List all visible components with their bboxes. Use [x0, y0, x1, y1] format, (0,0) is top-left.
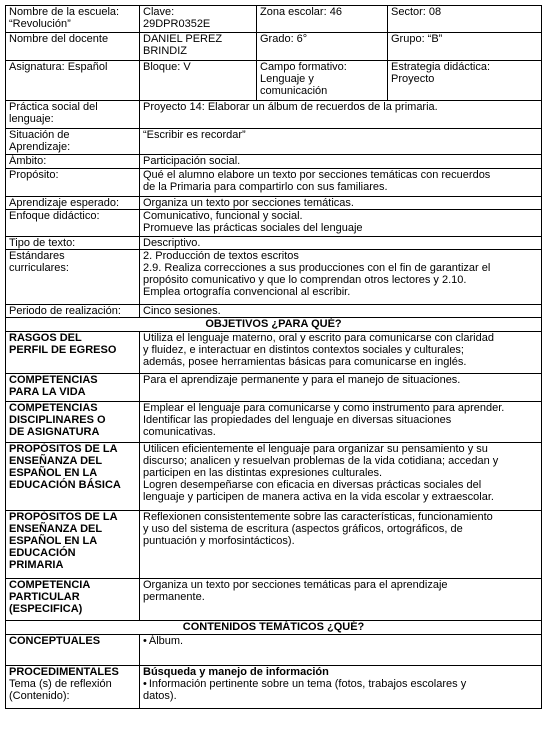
basica-value-2: discurso; analicen y resuelvan problemas de la vida cotidiana; accedan y: [143, 455, 499, 467]
campo-label-2: Lenguaje y: [260, 73, 314, 85]
conceptuales-bullet: • Álbum.: [143, 635, 183, 647]
situacion-label: [6, 129, 140, 155]
disc-label: [6, 402, 140, 443]
disc-label-2: DISCIPLINARES O: [9, 414, 106, 426]
row-rasgos: [6, 332, 542, 374]
clave-label: Clave:: [143, 6, 175, 18]
conceptuales-value: [140, 635, 542, 666]
aprendizaje-label: Aprendizaje esperado:: [6, 197, 140, 210]
docente-cell: [140, 33, 257, 61]
grupo-cell: Grupo: “B”: [388, 33, 542, 61]
estrategia-cell: [388, 61, 542, 101]
rasgos-value-2: y fluidez, e interactuar en distintos contextos sociales y culturales;: [143, 344, 464, 356]
estandares-value: [140, 250, 542, 305]
row-conceptuales: [6, 635, 542, 666]
header-row-docente: [6, 33, 542, 61]
particular-label-1: COMPETENCIA: [9, 579, 91, 591]
basica-label-3: ESPAÑOL EN LA: [9, 467, 98, 479]
proc-value: [140, 666, 542, 709]
particular-value: [140, 579, 542, 621]
basica-value-4: Logren desempeñarse con eficacia en diversas prácticas sociales del: [143, 479, 482, 491]
primaria-value: [140, 511, 542, 579]
row-competencias-vida: [6, 374, 542, 402]
grado-cell: Grado: 6°: [257, 33, 388, 61]
practica-label-2: lenguaje:: [9, 113, 54, 125]
header-row-school: [6, 6, 542, 33]
primaria-label-1: PROPÓSITOS DE LA: [9, 511, 118, 523]
docente-name-2: BRINDIZ: [143, 45, 187, 57]
row-enfoque: [6, 210, 542, 237]
primaria-label: [6, 511, 140, 579]
enfoque-value-1: Comunicativo, funcional y social.: [143, 210, 303, 222]
proc-label-3: (Contenido):: [9, 690, 70, 702]
row-competencia-particular: [6, 579, 542, 621]
primaria-value-2: y uso del sistema de escritura (aspectos gráficos, ortográficos, de: [143, 523, 463, 535]
row-procedimentales: [6, 666, 542, 709]
basica-label-4: EDUCACIÓN BÁSICA: [9, 479, 121, 491]
bloque-cell: Bloque: V: [140, 61, 257, 101]
proposito-value: [140, 169, 542, 197]
primaria-label-3: ESPAÑOL EN LA: [9, 535, 98, 547]
row-aprendizaje: [6, 197, 542, 210]
sector-cell: Sector: 08: [388, 6, 542, 33]
proc-label-1: PROCEDIMENTALES: [9, 666, 119, 678]
situacion-label-2: Aprendizaje:: [9, 141, 71, 153]
particular-value-1: Organiza un texto por secciones temáticas para el aprendizaje: [143, 579, 448, 591]
vida-label-1: COMPETENCIAS: [9, 374, 98, 386]
clave-value: 29DPR0352E: [143, 18, 211, 30]
row-periodo: [6, 305, 542, 318]
basica-label-2: ENSEÑANZA DEL: [9, 455, 103, 467]
vida-label-2: PARA LA VIDA: [9, 386, 86, 398]
particular-label-3: (ESPECIFICA): [9, 603, 83, 615]
primaria-label-4: EDUCACIÓN: [9, 547, 76, 559]
primaria-label-2: ENSEÑANZA DEL: [9, 523, 103, 535]
particular-value-2: permanente.: [143, 591, 205, 603]
conceptuales-label: CONCEPTUALES: [6, 635, 140, 666]
clave-cell: [140, 6, 257, 33]
row-contenidos-heading: [6, 621, 542, 635]
vida-label: [6, 374, 140, 402]
periodo-value: Cinco sesiones.: [140, 305, 542, 318]
particular-label-2: PARTICULAR: [9, 591, 80, 603]
proc-value-1: Búsqueda y manejo de información: [143, 666, 329, 678]
contenidos-heading: CONTENIDOS TEMÁTICOS ¿QUÉ?: [6, 621, 542, 635]
disc-value-1: Emplear el lenguaje para comunicarse y como instrumento para aprender.: [143, 402, 505, 414]
rasgos-label-1: RASGOS DEL: [9, 332, 82, 344]
school-cell: [6, 6, 140, 33]
row-propositos-basica: [6, 443, 542, 511]
objetivos-heading: OBJETIVOS ¿PARA QUÉ?: [6, 318, 542, 332]
row-ambito: [6, 155, 542, 169]
practica-label-1: Práctica social del: [9, 101, 98, 113]
aprendizaje-value: Organiza un texto por secciones temáticas.: [140, 197, 542, 210]
basica-value-5: lenguaje y participen de manera activa en la vida escolar y extraescolar.: [143, 491, 494, 503]
disc-value-3: comunicativas.: [143, 426, 216, 438]
estandares-value-3: propósito comunicativo y que lo comprendan otros lectores y 2.10.: [143, 274, 467, 286]
rasgos-value: [140, 332, 542, 374]
tipo-label: Tipo de texto:: [6, 237, 140, 250]
header-row-asignatura: [6, 61, 542, 101]
rasgos-label: [6, 332, 140, 374]
row-practica: [6, 101, 542, 129]
estandares-label: [6, 250, 140, 305]
docente-label: Nombre del docente: [6, 33, 140, 61]
vida-value: Para el aprendizaje permanente y para el manejo de situaciones.: [140, 374, 542, 402]
row-situacion: [6, 129, 542, 155]
docente-name-1: DANIEL PEREZ: [143, 33, 223, 45]
enfoque-value-2: Promueve las prácticas sociales del lenguaje: [143, 222, 363, 234]
ambito-label: Ámbito:: [6, 155, 140, 169]
disc-label-1: COMPETENCIAS: [9, 402, 98, 414]
basica-label: [6, 443, 140, 511]
proc-label: [6, 666, 140, 709]
school-label: Nombre de la escuela:: [9, 6, 120, 18]
rasgos-value-3: además, posee herramientas básicas para comunicarse en inglés.: [143, 356, 467, 368]
particular-label: [6, 579, 140, 621]
lesson-plan-table: [5, 5, 542, 709]
ambito-value: Participación social.: [140, 155, 542, 169]
disc-value-2: Identificar las propiedades del lenguaje en diversas situaciones: [143, 414, 452, 426]
row-propositos-primaria: [6, 511, 542, 579]
situacion-label-1: Situación de: [9, 129, 70, 141]
disc-value: [140, 402, 542, 443]
basica-value: [140, 443, 542, 511]
rasgos-value-1: Utiliza el lenguaje materno, oral y escrito para comunicarse con claridad: [143, 332, 494, 344]
estrategia-label-2: Proyecto: [391, 73, 435, 85]
asignatura-cell: Asignatura: Español: [6, 61, 140, 101]
proc-label-2: Tema (s) de reflexión: [9, 678, 112, 690]
basica-label-1: PROPÓSITOS DE LA: [9, 443, 118, 455]
row-objetivos-heading: [6, 318, 542, 332]
rasgos-label-2: PERFIL DE EGRESO: [9, 344, 117, 356]
proposito-value-1: Qué el alumno elabore un texto por secciones temáticas con recuerdos: [143, 169, 491, 181]
practica-value: Proyecto 14: Elaborar un álbum de recuerdos de la primaria.: [140, 101, 542, 129]
row-tipo: [6, 237, 542, 250]
estandares-label-1: Estándares: [9, 250, 65, 262]
primaria-label-5: PRIMARIA: [9, 559, 64, 571]
basica-value-1: Utilicen eficientemente el lenguaje para organizar su pensamiento y su: [143, 443, 488, 455]
estandares-label-2: curriculares:: [9, 262, 69, 274]
zona-cell: Zona escolar: 46: [257, 6, 388, 33]
campo-label-1: Campo formativo:: [260, 61, 347, 73]
enfoque-value: [140, 210, 542, 237]
estrategia-label-1: Estrategia didáctica:: [391, 61, 491, 73]
school-name: “Revolución”: [9, 18, 71, 30]
estandares-value-4: Emplea ortografía convencional al escribir.: [143, 286, 351, 298]
basica-value-3: participen en las distintas expresiones culturales.: [143, 467, 383, 479]
proposito-label: Propósito:: [6, 169, 140, 197]
primaria-value-3: puntuación y morfosintácticos).: [143, 535, 295, 547]
proposito-value-2: de la Primaria para compartirlo con sus familiares.: [143, 181, 388, 193]
proc-value-2: • Información pertinente sobre un tema (fotos, trabajos escolares y: [143, 678, 538, 690]
estandares-value-1: 2. Producción de textos escritos: [143, 250, 299, 262]
campo-cell: [257, 61, 388, 101]
row-proposito: [6, 169, 542, 197]
tipo-value: Descriptivo.: [140, 237, 542, 250]
campo-label-3: comunicación: [260, 85, 328, 97]
practica-label: [6, 101, 140, 129]
enfoque-label: Enfoque didáctico:: [6, 210, 140, 237]
situacion-value: “Escribir es recordar”: [140, 129, 542, 155]
estandares-value-2: 2.9. Realiza correcciones a sus producciones con el fin de garantizar el: [143, 262, 491, 274]
disc-label-3: DE ASIGNATURA: [9, 426, 100, 438]
row-competencias-disciplinares: [6, 402, 542, 443]
row-estandares: [6, 250, 542, 305]
periodo-label: Periodo de realización:: [6, 305, 140, 318]
primaria-value-1: Reflexionen consistentemente sobre las características, funcionamiento: [143, 511, 493, 523]
proc-value-3: datos).: [143, 690, 177, 702]
